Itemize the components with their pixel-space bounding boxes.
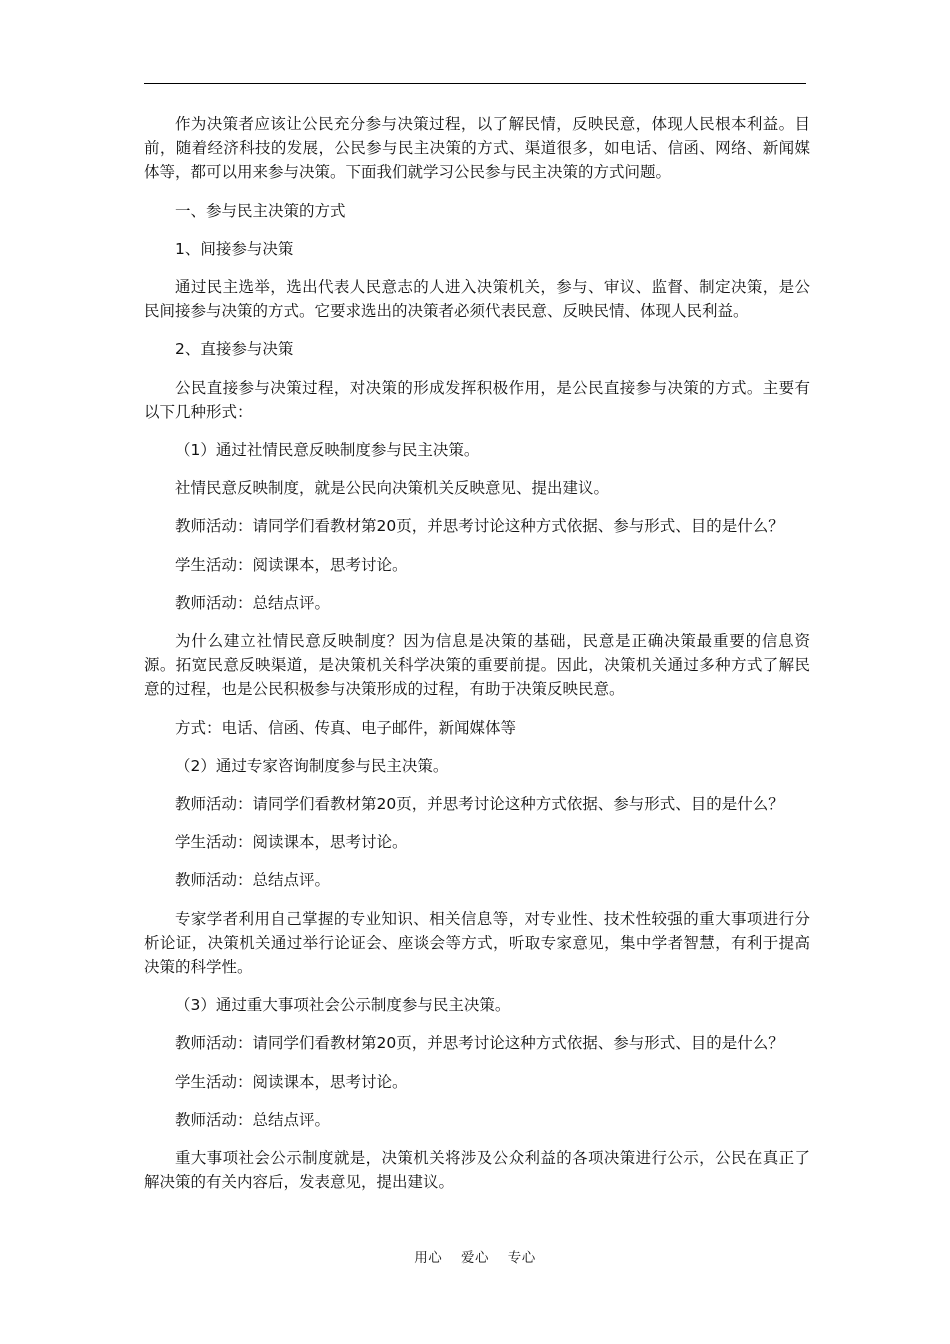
teacher-activity: 教师活动：请同学们看教材第20页，并思考讨论这种方式依据、参与形式、目的是什么？ <box>175 517 784 536</box>
paragraph-experts: 专家学者利用自己掌握的专业知识、相关信息等，对专业性、技术性较强的重大事项进行分析论证，决策机关通过举行论证会、座谈会等方式，听取专家意见，集中学者智慧，有利于提高决策的科学性。 <box>144 909 810 977</box>
paragraph-indirect: 通过民主选举，选出代表人民意志的人进入决策机关，参与、审议、监督、制定决策，是公民间接参与决策的方式。它要求选出的决策者必须代表民意、反映民情、体现人民利益。 <box>144 278 810 321</box>
paragraph-direct: 公民直接参与决策过程，对决策的形成发挥积极作用，是公民直接参与决策的方式。主要有以下几种形式： <box>144 378 810 421</box>
subheading-direct: 2、直接参与决策 <box>175 340 294 359</box>
item-heading-3: （3）通过重大事项社会公示制度参与民主决策。 <box>175 996 511 1015</box>
teacher-summary: 教师活动：总结点评。 <box>175 871 331 890</box>
paragraph-publicity: 重大事项社会公示制度就是，决策机关将涉及公众利益的各项决策进行公示，公民在真正了解决策的有关内容后，发表意见，提出建议。 <box>144 1149 810 1192</box>
student-activity: 学生活动：阅读课本，思考讨论。 <box>175 1072 408 1091</box>
header-rule <box>144 83 806 84</box>
paragraph-definition-1: 社情民意反映制度，就是公民向决策机关反映意见、提出建议。 <box>175 479 610 498</box>
paragraph-why: 为什么建立社情民意反映制度？因为信息是决策的基础，民意是正确决策最重要的信息资源。拓宽民意反映渠道，是决策机关科学决策的重要前提。因此，决策机关通过多种方式了解民意的过程，也是公民积极参与决策形成的过程，有助于决策反映民意。 <box>144 632 810 699</box>
paragraph-intro: 作为决策者应该让公民充分参与决策过程，以了解民情，反映民意，体现人民根本利益。目前，随着经济科技的发展，公民参与民主决策的方式、渠道很多，如电话、信函、网络、新闻媒体等，都可以用来参与决策。下面我们就学习公民参与民主决策的方式问题。 <box>144 115 810 182</box>
item-heading-1: （1）通过社情民意反映制度参与民主决策。 <box>175 441 480 460</box>
paragraph-channels: 方式：电话、信函、传真、电子邮件，新闻媒体等 <box>175 718 517 737</box>
student-activity: 学生活动：阅读课本，思考讨论。 <box>175 833 408 852</box>
student-activity: 学生活动：阅读课本，思考讨论。 <box>175 555 408 574</box>
item-heading-2: （2）通过专家咨询制度参与民主决策。 <box>175 756 449 775</box>
teacher-activity: 教师活动：请同学们看教材第20页，并思考讨论这种方式依据、参与形式、目的是什么？ <box>175 1034 784 1053</box>
teacher-summary: 教师活动：总结点评。 <box>175 593 331 612</box>
teacher-summary: 教师活动：总结点评。 <box>175 1110 331 1129</box>
section-heading-methods: 一、参与民主决策的方式 <box>175 201 346 220</box>
subheading-indirect: 1、间接参与决策 <box>175 239 294 258</box>
document-body <box>144 112 810 1209</box>
page-footer: 用心 爱心 专心 <box>414 1250 536 1266</box>
teacher-activity: 教师活动：请同学们看教材第20页，并思考讨论这种方式依据、参与形式、目的是什么？ <box>175 795 784 814</box>
